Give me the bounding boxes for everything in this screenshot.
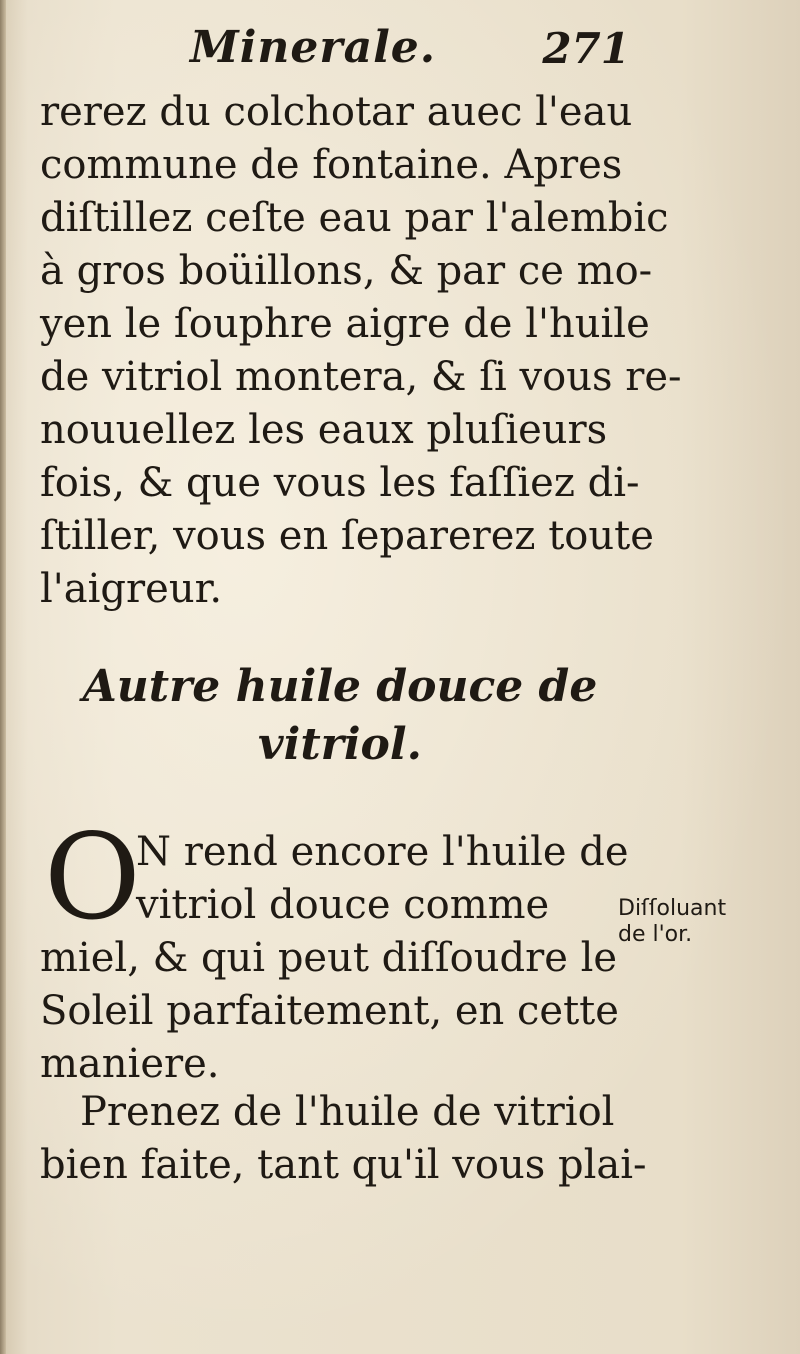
page-number: 271 xyxy=(542,24,630,73)
text-line: fois, & que vous les faſſiez di- xyxy=(40,460,640,506)
text-line: à gros boüillons, & par ce mo- xyxy=(40,248,653,294)
text-line: vitriol douce comme xyxy=(136,882,550,928)
paragraph-2 xyxy=(40,826,640,1091)
marginal-note-line-1: Diſſoluant xyxy=(618,896,727,921)
paragraph-3 xyxy=(40,1086,647,1192)
running-head-title: Minerale. xyxy=(190,22,437,73)
section-heading xyxy=(80,658,600,774)
marginal-note xyxy=(618,896,768,948)
text-line: diſtillez ceſte eau par l'alembic xyxy=(40,195,669,241)
paragraph-1 xyxy=(40,86,682,616)
text-line: yen le ſouphre aigre de l'huile xyxy=(40,301,650,347)
drop-cap: O xyxy=(44,808,141,946)
text-line: de vitriol montera, & ſi vous re- xyxy=(40,354,682,400)
marginal-note-line-2: de l'or. xyxy=(618,922,693,947)
text-line: bien faite, tant qu'il vous plai- xyxy=(40,1142,647,1188)
text-line: ſtiller, vous en ſeparerez toute xyxy=(40,513,654,559)
page-gutter xyxy=(0,0,6,1354)
text-line: nouuellez les eaux pluſieurs xyxy=(40,407,608,453)
running-head xyxy=(190,22,630,78)
section-heading-line-1: Autre huile douce de xyxy=(82,661,598,712)
text-line: l'aigreur. xyxy=(40,566,223,612)
text-line: rerez du colchotar auec l'eau xyxy=(40,89,633,135)
text-line: N rend encore l'huile de xyxy=(136,829,629,875)
text-line: miel, & qui peut diſſoudre le xyxy=(40,935,618,981)
text-line: Prenez de l'huile de vitriol xyxy=(80,1089,615,1135)
text-line: Soleil parfaitement, en cette xyxy=(40,988,619,1034)
text-line: maniere. xyxy=(40,1041,220,1087)
section-heading-line-2: vitriol. xyxy=(258,719,422,770)
text-line: commune de fontaine. Apres xyxy=(40,142,623,188)
